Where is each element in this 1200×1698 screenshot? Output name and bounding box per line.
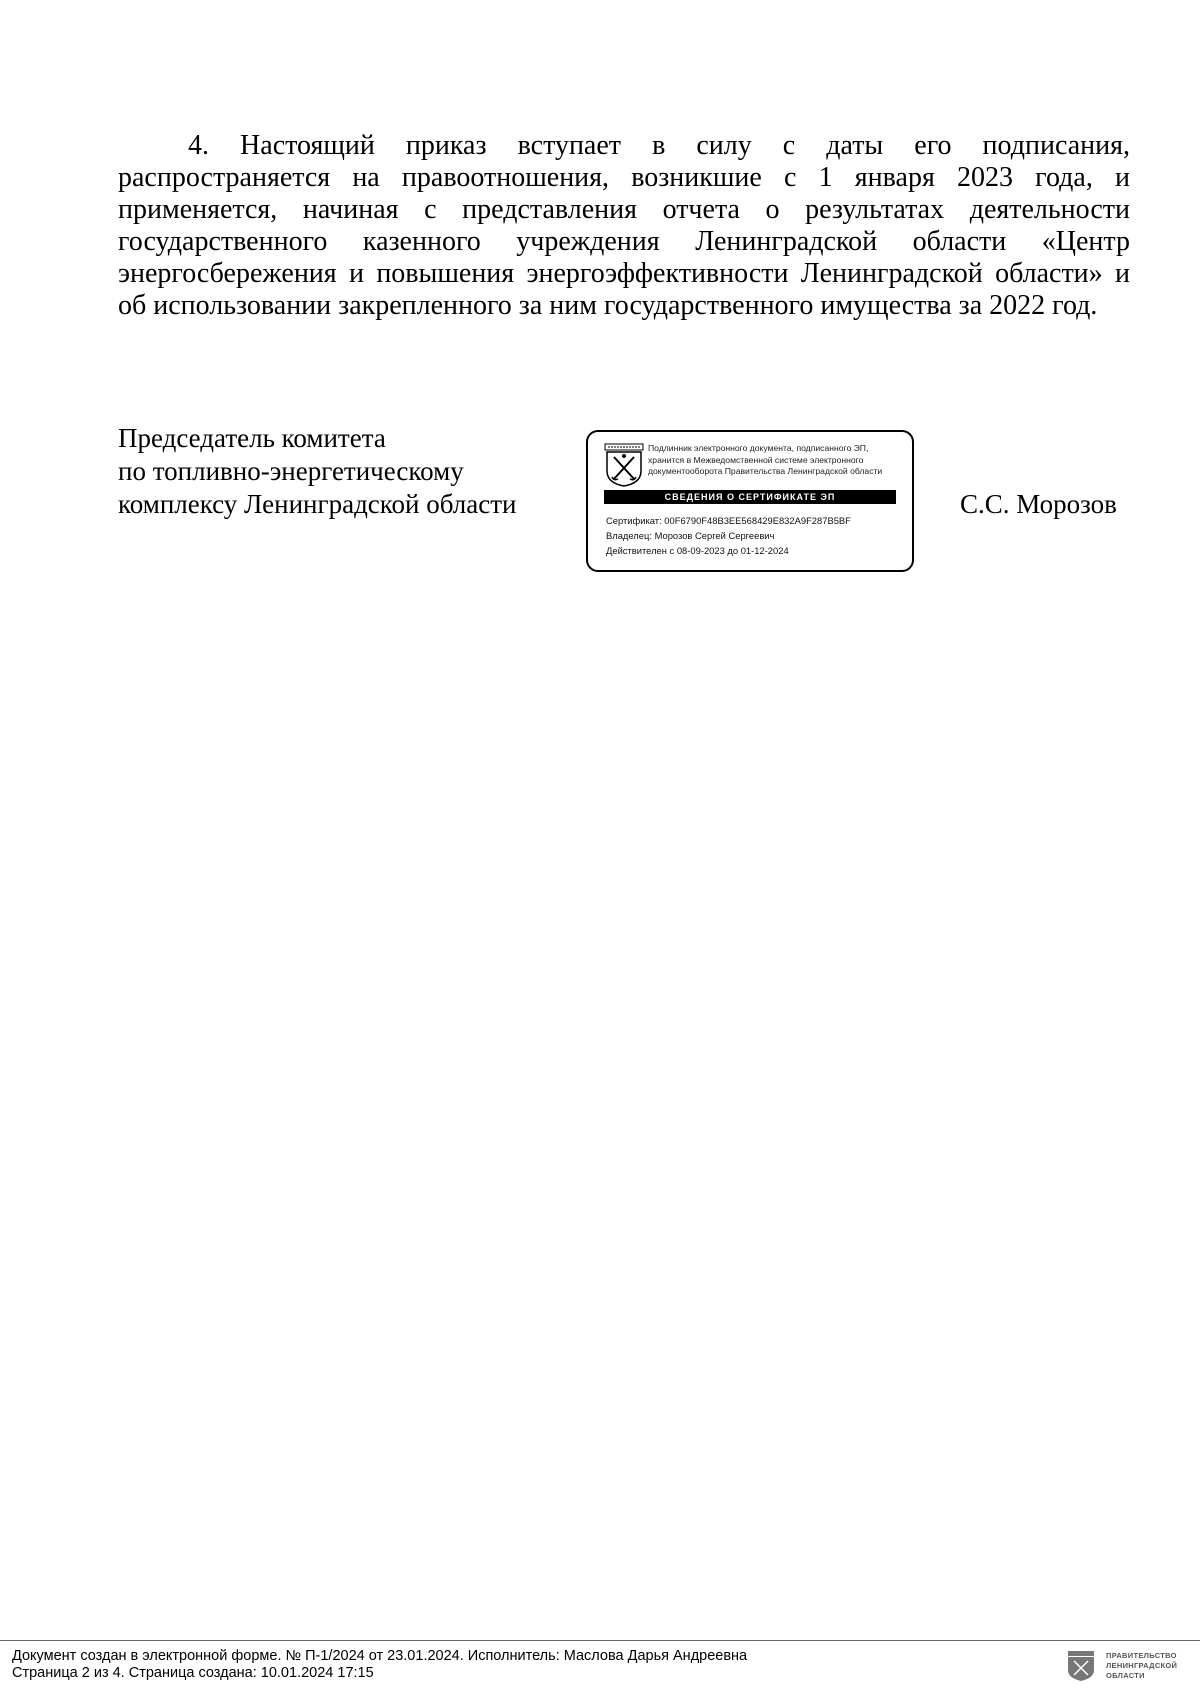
footer-line-page: Страница 2 из 4. Страница создана: 10.01.2024 17:15 xyxy=(12,1665,374,1681)
signer-title xyxy=(118,422,578,521)
certificate-number: Сертификат: 00F6790F48B3EE568429E832A9F287B5BF xyxy=(606,515,851,526)
stamp-header-line: документооборота Правительства Ленинградской области xyxy=(648,466,883,476)
coat-of-arms-icon xyxy=(1068,1651,1094,1681)
stamp-header-line: Подлинник электронного документа, подписанного ЭП, xyxy=(648,443,869,453)
certificate-owner: Владелец: Морозов Сергей Сергеевич xyxy=(606,530,775,541)
coat-of-arms-icon xyxy=(604,443,644,487)
logo-text-line: ЛЕНИНГРАДСКОЙ xyxy=(1106,1661,1178,1670)
stamp-details xyxy=(606,513,906,558)
footer-text xyxy=(12,1648,1012,1682)
paragraph-4: 4. Настоящий приказ вступает в силу с даты его подписания, распространяется на правоотношения, возникшие с 1 января 2023 года, и применяется, начиная с представления отчета о результатах деятельности государственного казенного учреждения Ленинградской области «Центр энергосбережения и повышения энергоэффективности Ленинградской области» и об использовании закрепленного за ним государственного имущества за 2022 год. xyxy=(118,130,1130,321)
logo-text-line: ПРАВИТЕЛЬСТВО xyxy=(1106,1651,1177,1660)
government-logo-text xyxy=(1106,1651,1177,1681)
stamp-header xyxy=(648,443,910,478)
electronic-signature-stamp xyxy=(586,430,914,572)
footer-line-document: Документ создан в электронной форме. № П-1/2024 от 23.01.2024. Исполнитель: Маслова Дарья Андреевна xyxy=(12,1648,748,1664)
stamp-header-line: хранится в Межведомственной системе электронного xyxy=(648,454,864,465)
signer-name: С.С. Морозов xyxy=(960,489,1117,519)
signer-title-line: комплексу Ленинградской области xyxy=(118,489,517,519)
stamp-certificate-bar: СВЕДЕНИЯ О СЕРТИФИКАТЕ ЭП xyxy=(604,490,896,504)
certificate-validity: Действителен с 08-09-2023 до 01-12-2024 xyxy=(606,545,789,556)
logo-text-line: ОБЛАСТИ xyxy=(1106,1671,1145,1680)
signer-title-line: Председатель комитета xyxy=(118,423,386,453)
footer-divider xyxy=(0,1640,1200,1641)
government-logo xyxy=(1068,1651,1190,1689)
signer-title-line: по топливно-энергетическому xyxy=(118,456,464,486)
